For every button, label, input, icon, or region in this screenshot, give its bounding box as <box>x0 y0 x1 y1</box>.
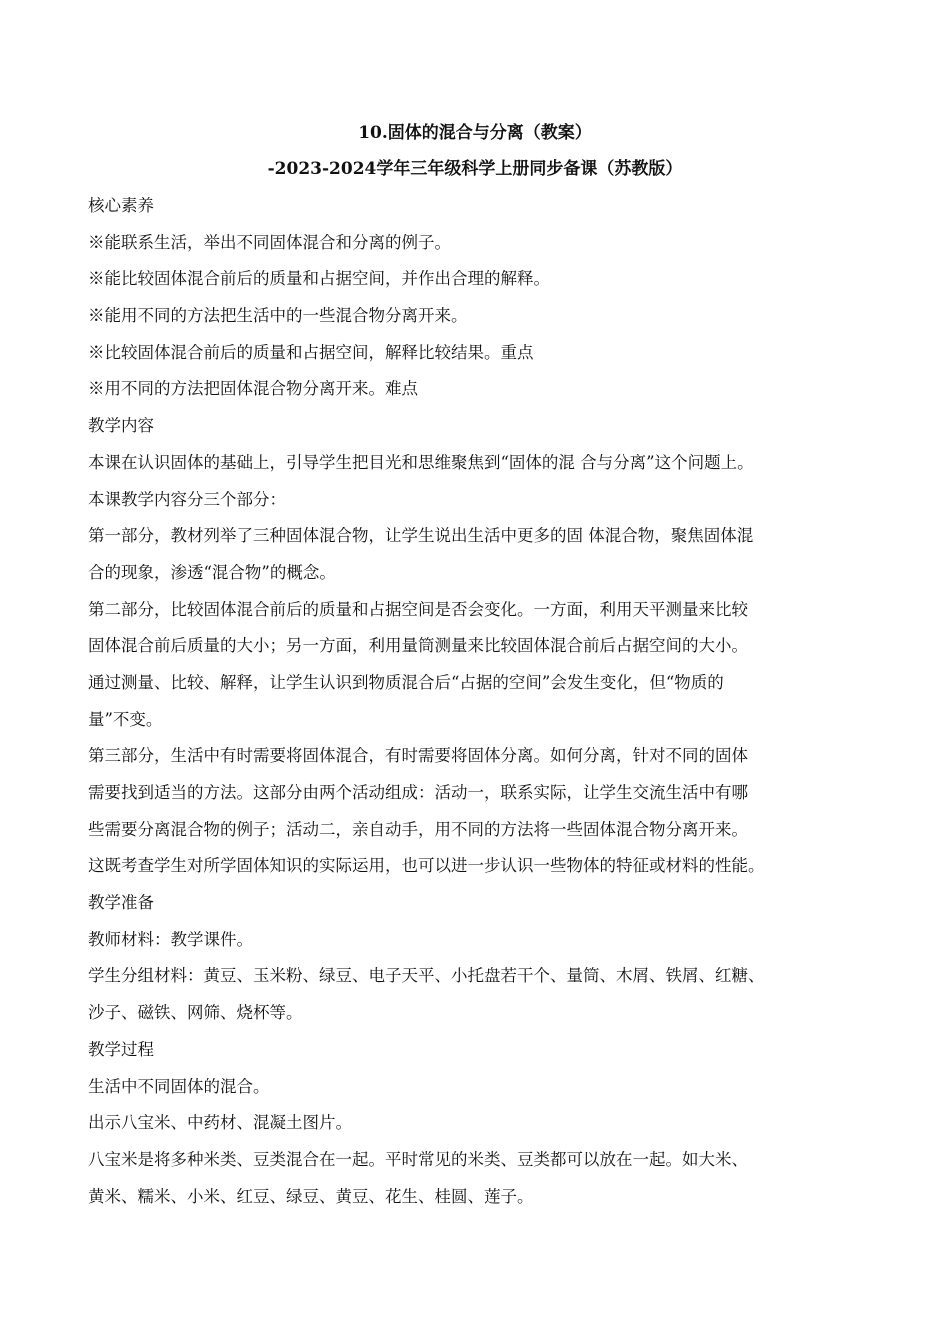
paragraph-line: 第一部分，教材列举了三种固体混合物，让学生说出生活中更多的固 体混合物，聚焦固体混 <box>88 526 754 546</box>
paragraph-line: ※用不同的方法把固体混合物分离开来。难点 <box>88 379 418 399</box>
paragraph-line: 固体混合前后质量的大小；另一方面，利用量筒测量来比较固体混合前后占据空间的大小。 <box>88 636 748 656</box>
paragraph-line: 黄米、糯米、小米、红豆、绿豆、黄豆、花生、桂圆、莲子。 <box>88 1186 534 1206</box>
section-heading-teaching-content: 教学内容 <box>88 416 154 436</box>
paragraph-line: ※能用不同的方法把生活中的一些混合物分离开来。 <box>88 306 468 326</box>
paragraph-line: 需要找到适当的方法。这部分由两个活动组成：活动一，联系实际，让学生交流生活中有哪 <box>88 783 748 802</box>
paragraph-line: 教师材料：教学课件。 <box>88 929 253 949</box>
document-body <box>88 188 888 1215</box>
paragraph-line: 通过测量、比较、解释，让学生认识到物质混合后“占据的空间”会发生变化，但“物质的 <box>88 672 724 692</box>
section-heading-teaching-process: 教学过程 <box>88 1039 154 1059</box>
paragraph-line: 出示八宝米、中药材、混凝土图片。 <box>88 1113 352 1133</box>
paragraph-line: 本课在认识固体的基础上，引导学生把目光和思维聚焦到“固体的混 合与分离”这个问题上。 <box>88 452 754 472</box>
paragraph-line: 第三部分，生活中有时需要将固体混合，有时需要将固体分离。如何分离，针对不同的固体 <box>88 746 748 766</box>
paragraph-line: ※能比较固体混合前后的质量和占据空间，并作出合理的解释。 <box>88 269 550 289</box>
document-subtitle: -2023-2024学年三年级科学上册同步备课（苏教版） <box>267 159 683 179</box>
paragraph-line: 沙子、磁铁、网筛、烧杯等。 <box>88 1003 303 1023</box>
paragraph-line: 学生分组材料：黄豆、玉米粉、绿豆、电子天平、小托盘若干个、量筒、木屑、铁屑、红糖、 <box>88 966 765 986</box>
paragraph-line: 本课教学内容分三个部分： <box>88 489 286 509</box>
paragraph-line: ※能联系生活，举出不同固体混合和分离的例子。 <box>88 232 451 252</box>
document-title: 10.固体的混合与分离（教案） <box>358 123 592 143</box>
paragraph-line: ※比较固体混合前后的质量和占据空间，解释比较结果。重点 <box>88 342 534 362</box>
paragraph-line: 第二部分，比较固体混合前后的质量和占据空间是否会变化。一方面，利用天平测量来比较 <box>88 599 748 619</box>
paragraph-line: 合的现象，渗透“混合物”的概念。 <box>88 562 336 582</box>
paragraph-line: 这既考查学生对所学固体知识的实际运用，也可以进一步认识一些物体的特征或材料的性能。 <box>88 856 765 876</box>
paragraph-line: 八宝米是将多种米类、豆类混合在一起。平时常见的米类、豆类都可以放在一起。如大米、 <box>88 1149 748 1169</box>
paragraph-line: 些需要分离混合物的例子；活动二，亲自动手，用不同的方法将一些固体混合物分离开来。 <box>88 819 748 839</box>
section-heading-teaching-preparation: 教学准备 <box>88 893 154 913</box>
section-heading-core-literacy: 核心素养 <box>88 196 154 215</box>
paragraph-line: 生活中不同固体的混合。 <box>88 1076 270 1096</box>
paragraph-line: 量”不变。 <box>88 709 163 729</box>
